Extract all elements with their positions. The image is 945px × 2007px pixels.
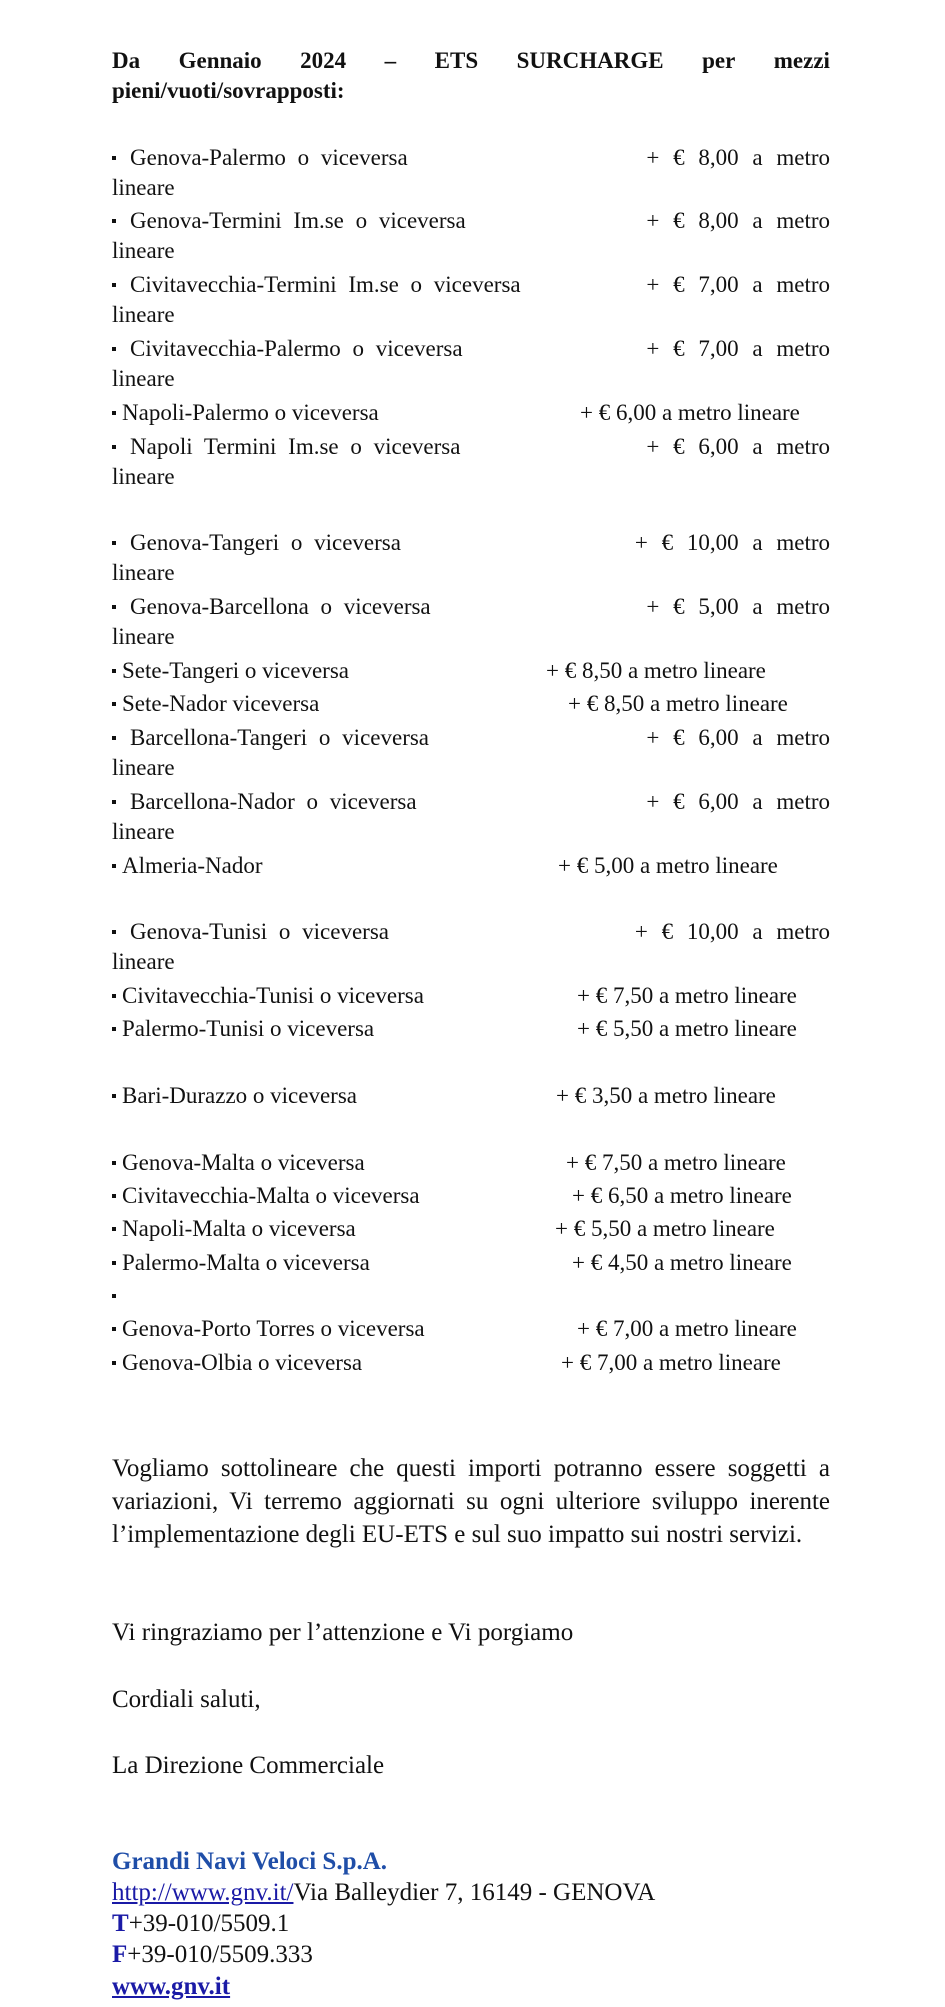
greeting-line: Cordiali saluti, bbox=[112, 1686, 261, 1713]
route-line bbox=[112, 1081, 830, 1111]
heading-line-2: pieni/vuoti/sovrapposti: bbox=[112, 78, 345, 103]
route-name: Barcellona-Tangeri o viceversa bbox=[130, 725, 430, 750]
fax-number: +39-010/5509.333 bbox=[127, 1941, 313, 1968]
route-name: Almeria-Nador bbox=[122, 853, 263, 878]
route-name: Genova-Termini Im.se o viceversa bbox=[130, 208, 466, 233]
route-row bbox=[112, 1348, 830, 1378]
route-line bbox=[112, 656, 830, 686]
route-row bbox=[112, 1248, 830, 1278]
route-row bbox=[112, 787, 830, 847]
route-line bbox=[112, 1181, 830, 1211]
route-price: + € 5,00 a metro bbox=[646, 594, 830, 619]
route-name: Genova-Barcellona o viceversa bbox=[130, 594, 431, 619]
route-row bbox=[112, 1214, 830, 1244]
route-name: Genova-Tunisi o viceversa bbox=[130, 919, 389, 944]
address-text: Via Balleydier 7, 16149 - GENOVA bbox=[293, 1879, 656, 1906]
route-row bbox=[112, 1014, 830, 1044]
route-row bbox=[112, 143, 830, 203]
route-line bbox=[112, 1148, 830, 1178]
bullet-icon bbox=[112, 347, 116, 351]
route-price: + € 6,50 a metro lineare bbox=[572, 1183, 792, 1208]
route-price-wrap: lineare bbox=[112, 366, 175, 391]
route-row bbox=[112, 398, 830, 428]
route-price-wrap: lineare bbox=[112, 464, 175, 489]
route-line bbox=[112, 1348, 830, 1378]
bullet-icon bbox=[112, 702, 116, 706]
route-row bbox=[112, 270, 830, 330]
route-price: + € 8,50 a metro lineare bbox=[546, 658, 766, 683]
route-price: + € 3,50 a metro lineare bbox=[556, 1083, 776, 1108]
route-name: Bari-Durazzo o viceversa bbox=[122, 1083, 357, 1108]
route-line bbox=[112, 206, 830, 236]
route-row bbox=[112, 528, 830, 588]
bullet-icon bbox=[112, 605, 116, 609]
heading-word: ETS bbox=[434, 48, 479, 73]
route-name: Genova-Palermo o viceversa bbox=[130, 145, 408, 170]
route-line bbox=[112, 723, 830, 753]
route-price: + € 7,00 a metro bbox=[646, 336, 830, 361]
bullet-icon bbox=[112, 1161, 116, 1165]
heading-word: per bbox=[702, 48, 736, 73]
route-price: + € 6,00 a metro lineare bbox=[580, 400, 800, 425]
route-price-wrap: lineare bbox=[112, 175, 175, 200]
route-name: Genova-Porto Torres o viceversa bbox=[122, 1316, 425, 1341]
company-url-link[interactable]: http://www.gnv.it/ bbox=[112, 1879, 294, 1906]
route-price-wrap: lineare bbox=[112, 949, 175, 974]
bullet-icon bbox=[112, 1327, 116, 1331]
heading-word: Da bbox=[112, 48, 141, 73]
route-row bbox=[112, 432, 830, 492]
route-price-wrap: lineare bbox=[112, 819, 175, 844]
bullet-icon bbox=[112, 156, 116, 160]
route-row bbox=[112, 1281, 830, 1311]
route-price-wrap: lineare bbox=[112, 238, 175, 263]
route-line bbox=[112, 1314, 830, 1344]
route-row bbox=[112, 689, 830, 719]
bullet-icon bbox=[112, 994, 116, 998]
route-line bbox=[112, 592, 830, 622]
route-name: Genova-Olbia o viceversa bbox=[122, 1350, 363, 1375]
bullet-icon bbox=[112, 864, 116, 868]
heading-line-1 bbox=[112, 46, 830, 76]
website-link[interactable]: www.gnv.it bbox=[112, 1973, 231, 2000]
bullet-icon bbox=[112, 411, 116, 415]
route-line bbox=[112, 432, 830, 462]
route-line bbox=[112, 270, 830, 300]
bullet-icon bbox=[112, 1294, 116, 1298]
body-paragraph: Vogliamo sottolineare che questi importi potranno essere soggetti a variazioni, Vi terremo aggiornati su ogni ulteriore sviluppo inerente l’implementazione degli EU-ETS e sul suo impatto sui nostri servizi. bbox=[112, 1455, 830, 1548]
route-name: Civitavecchia-Palermo o viceversa bbox=[130, 336, 463, 361]
route-line bbox=[112, 1214, 830, 1244]
route-row bbox=[112, 334, 830, 394]
route-price: + € 7,00 a metro bbox=[646, 272, 830, 297]
route-price: + € 6,00 a metro bbox=[646, 434, 830, 459]
route-name: Palermo-Tunisi o viceversa bbox=[122, 1016, 375, 1041]
route-row bbox=[112, 206, 830, 266]
route-name: Civitavecchia-Termini Im.se o viceversa bbox=[130, 272, 521, 297]
heading-word: Gennaio bbox=[178, 48, 262, 73]
route-price: + € 8,00 a metro bbox=[646, 208, 830, 233]
route-row bbox=[112, 1148, 830, 1178]
bullet-icon bbox=[112, 1261, 116, 1265]
route-line bbox=[112, 851, 830, 881]
route-row bbox=[112, 1314, 830, 1344]
route-line bbox=[112, 917, 830, 947]
route-name: Napoli-Malta o viceversa bbox=[122, 1216, 356, 1241]
route-price: + € 7,00 a metro lineare bbox=[577, 1316, 797, 1341]
phone-line bbox=[112, 1909, 289, 1939]
route-row bbox=[112, 656, 830, 686]
fax-label: F bbox=[112, 1941, 128, 1968]
route-name: Napoli-Palermo o viceversa bbox=[122, 400, 379, 425]
bullet-icon bbox=[112, 1027, 116, 1031]
bullet-icon bbox=[112, 1194, 116, 1198]
bullet-icon bbox=[112, 736, 116, 740]
bullet-icon bbox=[112, 1094, 116, 1098]
route-price-wrap: lineare bbox=[112, 302, 175, 327]
heading-word: – bbox=[384, 48, 397, 73]
route-price: + € 7,50 a metro lineare bbox=[577, 983, 797, 1008]
bullet-icon bbox=[112, 445, 116, 449]
route-line bbox=[112, 398, 830, 428]
fax-line bbox=[112, 1940, 313, 1970]
bullet-icon bbox=[112, 669, 116, 673]
bullet-icon bbox=[112, 219, 116, 223]
address-line bbox=[112, 1878, 655, 1908]
route-row bbox=[112, 723, 830, 783]
route-name: Barcellona-Nador o viceversa bbox=[130, 789, 417, 814]
route-line bbox=[112, 787, 830, 817]
route-price: + € 5,50 a metro lineare bbox=[577, 1016, 797, 1041]
route-row bbox=[112, 981, 830, 1011]
route-price-wrap: lineare bbox=[112, 624, 175, 649]
route-price: + € 4,50 a metro lineare bbox=[572, 1250, 792, 1275]
route-name: Genova-Tangeri o viceversa bbox=[130, 530, 401, 555]
bullet-icon bbox=[112, 1361, 116, 1365]
route-name: Sete-Nador viceversa bbox=[122, 691, 320, 716]
route-name: Napoli Termini Im.se o viceversa bbox=[130, 434, 461, 459]
bullet-icon bbox=[112, 930, 116, 934]
route-row bbox=[112, 917, 830, 977]
route-name: Sete-Tangeri o viceversa bbox=[122, 658, 350, 683]
route-line bbox=[112, 1014, 830, 1044]
bullet-icon bbox=[112, 1227, 116, 1231]
signature-line: La Direzione Commerciale bbox=[112, 1752, 385, 1779]
route-price: + € 10,00 a metro bbox=[634, 919, 830, 944]
heading-word: 2024 bbox=[300, 48, 347, 73]
route-price: + € 6,00 a metro bbox=[646, 725, 830, 750]
route-price: + € 10,00 a metro bbox=[634, 530, 830, 555]
bullet-icon bbox=[112, 283, 116, 287]
heading bbox=[112, 46, 830, 106]
route-row bbox=[112, 1181, 830, 1211]
route-line bbox=[112, 143, 830, 173]
route-price: + € 5,50 a metro lineare bbox=[555, 1216, 775, 1241]
route-price: + € 8,50 a metro lineare bbox=[568, 691, 788, 716]
route-line bbox=[112, 1281, 830, 1311]
bullet-icon bbox=[112, 541, 116, 545]
route-line bbox=[112, 1248, 830, 1278]
route-price: + € 8,00 a metro bbox=[646, 145, 830, 170]
route-price: + € 7,00 a metro lineare bbox=[561, 1350, 781, 1375]
phone-number: +39-010/5509.1 bbox=[128, 1910, 290, 1937]
company-name: Grandi Navi Veloci S.p.A. bbox=[112, 1848, 388, 1875]
route-line bbox=[112, 981, 830, 1011]
website-line bbox=[112, 1972, 230, 2002]
route-line bbox=[112, 528, 830, 558]
thanks-line: Vi ringraziamo per l’attenzione e Vi porgiamo bbox=[112, 1619, 574, 1646]
phone-label: T bbox=[112, 1910, 129, 1937]
route-name: Civitavecchia-Tunisi o viceversa bbox=[122, 983, 424, 1008]
route-name: Palermo-Malta o viceversa bbox=[122, 1250, 370, 1275]
route-row bbox=[112, 851, 830, 881]
route-price-wrap: lineare bbox=[112, 755, 175, 780]
route-price: + € 6,00 a metro bbox=[646, 789, 830, 814]
route-name: Civitavecchia-Malta o viceversa bbox=[122, 1183, 420, 1208]
route-name: Genova-Malta o viceversa bbox=[122, 1150, 365, 1175]
route-row bbox=[112, 592, 830, 652]
route-price: + € 7,50 a metro lineare bbox=[566, 1150, 786, 1175]
route-line bbox=[112, 334, 830, 364]
bullet-icon bbox=[112, 800, 116, 804]
heading-word: mezzi bbox=[773, 48, 830, 73]
route-row bbox=[112, 1081, 830, 1111]
route-price: + € 5,00 a metro lineare bbox=[558, 853, 778, 878]
heading-word: SURCHARGE bbox=[516, 48, 664, 73]
route-line bbox=[112, 689, 830, 719]
route-price-wrap: lineare bbox=[112, 560, 175, 585]
